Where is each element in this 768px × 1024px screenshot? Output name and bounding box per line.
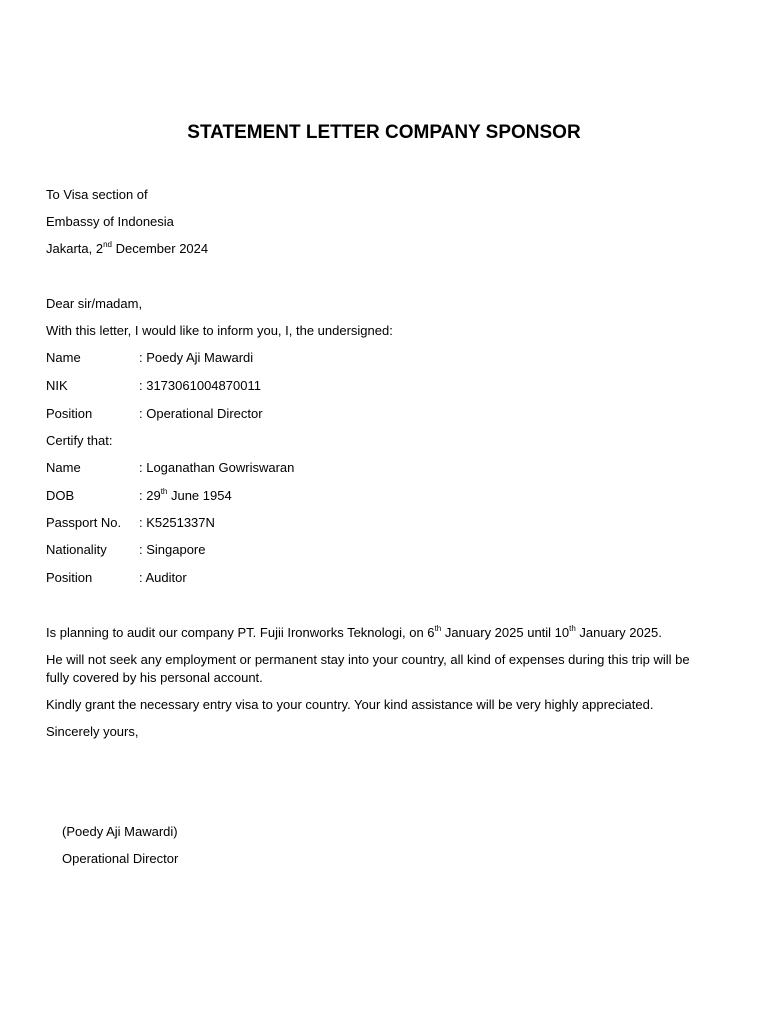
applicant-position-value: : Auditor [139, 570, 187, 585]
sponsor-name-label: Name [46, 350, 81, 365]
closing-text: Sincerely yours, [46, 724, 139, 739]
recipient-line-2: Embassy of Indonesia [46, 214, 174, 229]
sponsor-position-label: Position [46, 406, 93, 421]
sponsor-name-value: : Poedy Aji Mawardi [139, 350, 254, 365]
date-prefix: Jakarta, 2 [46, 241, 104, 256]
applicant-position-label: Position [46, 570, 93, 585]
applicant-position-row [46, 569, 187, 587]
date-suffix: December 2024 [112, 241, 209, 256]
applicant-nationality-value: : Singapore [139, 542, 206, 557]
employment-text: He will not seek any employment or permanent stay into your country, all kind of expenses during this trip will be fully covered by his personal account. [46, 652, 690, 685]
plan-sup-1: th [434, 623, 442, 633]
applicant-dob-label: DOB [46, 488, 75, 503]
applicant-name-row [46, 459, 294, 477]
salutation: Dear sir/madam, [46, 296, 143, 311]
plan-part-3: January 2025. [575, 625, 662, 640]
sponsor-name-row [46, 349, 253, 367]
signature-title: Operational Director [62, 851, 179, 866]
intro-text: With this letter, I would like to inform you, I, the undersigned: [46, 323, 393, 338]
applicant-passport-row [46, 514, 215, 532]
sponsor-position-row [46, 405, 263, 423]
letter-title: STATEMENT LETTER COMPANY SPONSOR [187, 122, 581, 143]
plan-part-1: Is planning to audit our company PT. Fujii Ironworks Teknologi, on 6 [46, 625, 435, 640]
applicant-name-label: Name [46, 460, 81, 475]
request-text: Kindly grant the necessary entry visa to your country. Your kind assistance will be very highly appreciated. [46, 697, 654, 712]
applicant-passport-label: Passport No. [46, 515, 122, 530]
applicant-dob-prefix: : 29 [139, 488, 161, 503]
applicant-passport-value: : K5251337N [139, 515, 215, 530]
audit-plan-text [46, 624, 662, 642]
letter-date [46, 240, 208, 258]
signature-name: (Poedy Aji Mawardi) [62, 824, 178, 839]
plan-part-2: January 2025 until 10 [441, 625, 570, 640]
sponsor-nik-row [46, 377, 261, 395]
applicant-dob-suffix: June 1954 [167, 488, 232, 503]
applicant-dob-row [46, 487, 232, 505]
plan-sup-2: th [569, 623, 576, 633]
applicant-dob-sup: th [160, 486, 168, 496]
sponsor-nik-label: NIK [46, 378, 68, 393]
applicant-nationality-label: Nationality [46, 542, 107, 557]
date-sup: nd [103, 239, 112, 249]
sponsor-nik-value: : 3173061004870011 [139, 378, 261, 393]
applicant-nationality-row [46, 541, 206, 559]
recipient-line-1: To Visa section of [46, 187, 148, 202]
applicant-name-value: : Loganathan Gowriswaran [139, 460, 295, 475]
certify-text: Certify that: [46, 433, 113, 448]
sponsor-position-value: : Operational Director [139, 406, 263, 421]
